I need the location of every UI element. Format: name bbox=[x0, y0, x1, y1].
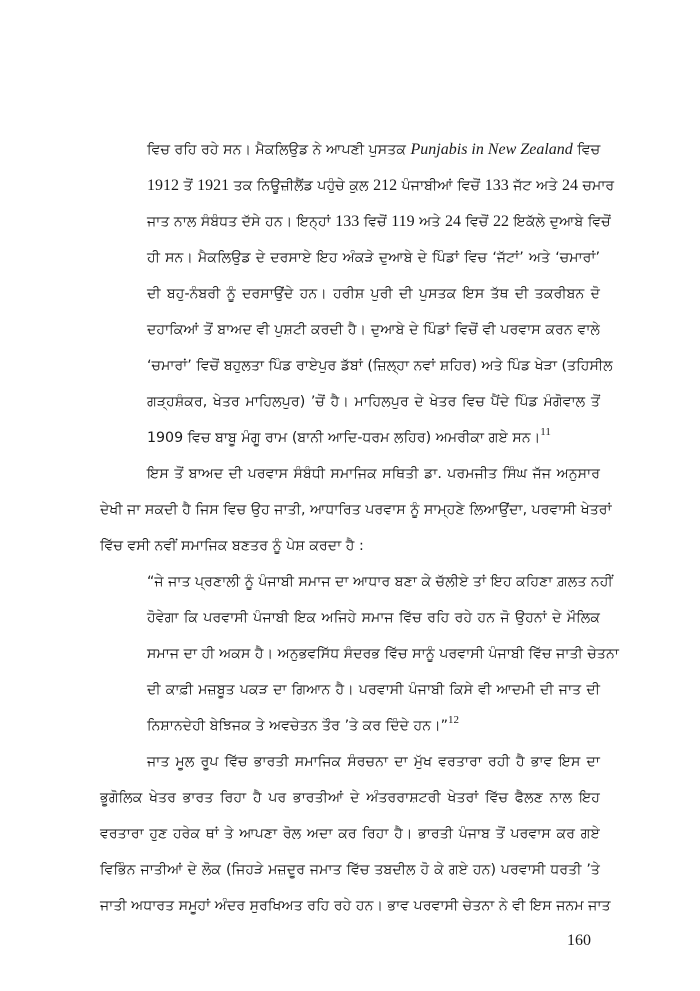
book-title: Punjabis in New Zealand bbox=[410, 141, 573, 158]
text-line: 1912 ਤੋਂ 1921 ਤਕ ਨਿਊਜ਼ੀਲੈਂਡ ਪਹੁੰਚੇ ਕੁਲ 212 ਪੰਜਾਬੀਆਂ ਵਿਚੋਂ 133 ਜੱਟ ਅਤੇ 24 ਚਮਾਰ bbox=[147, 177, 615, 194]
footnote-marker[interactable]: 11 bbox=[540, 426, 551, 438]
text-line: ਇਸ ਤੋਂ ਬਾਅਦ ਦੀ ਪਰਵਾਸ ਸੰਬੰਧੀ ਸਮਾਜਿਕ ਸਥਿਤੀ ਡਾ. ਪਰਮਜੀਤ ਸਿੰਘ ਜੱਜ ਅਨੁਸਾਰ bbox=[147, 466, 600, 482]
text-line bbox=[147, 716, 600, 736]
text-line: “ਜੇ ਜਾਤ ਪ੍ਰਣਾਲੀ ਨੂੰ ਪੰਜਾਬੀ ਸਮਾਜ ਦਾ ਆਧਾਰ ਬਣਾ ਕੇ ਚੱਲੀਏ ਤਾਂ ਇਹ ਕਹਿਣਾ ਗ਼ਲਤ ਨਹੀਂ bbox=[147, 574, 613, 590]
text-line: ਵਿਭਿੰਨ ਜਾਤੀਆਂ ਦੇ ਲੋਕ (ਜਿਹੜੇ ਮਜ਼ਦੂਰ ਜਮਾਤ ਵਿੱਚ ਤਬਦੀਲ ਹੋ ਕੇ ਗਏ ਹਨ) ਪਰਵਾਸੀ ਧਰਤੀ ’ਤੇ bbox=[100, 862, 600, 878]
text-line: ਜਾਤ ਨਾਲ ਸੰਬੰਧਤ ਦੱਸੇ ਹਨ। ਇਨ੍ਹਾਂ 133 ਵਿਚੋਂ 119 ਅਤੇ 24 ਵਿਚੋਂ 22 ਇਕੱਲੇ ਦੁਆਬੇ ਵਿਚੋਂ bbox=[147, 213, 611, 230]
text-line: ਦੀ ਕਾਫ਼ੀ ਮਜ਼ਬੂਤ ਪਕੜ ਦਾ ਗਿਆਨ ਹੈ। ਪਰਵਾਸੀ ਪੰਜਾਬੀ ਕਿਸੇ ਵੀ ਆਦਮੀ ਦੀ ਜਾਤ ਦੀ bbox=[147, 682, 600, 698]
text-line: ਦੀ ਬਹੁ-ਨੰਬਰੀ ਨੂੰ ਦਰਸਾਉਂਦੇ ਹਨ। ਹਰੀਸ਼ ਪੁਰੀ ਦੀ ਪੁਸਤਕ ਇਸ ਤੱਥ ਦੀ ਤਕਰੀਬਨ ਦੋ bbox=[147, 286, 600, 302]
text-line: ‘ਚਮਾਰਾਂ’ ਵਿਚੋਂ ਬਹੁਲਤਾ ਪਿੰਡ ਰਾਏਪੁਰ ਡੱਬਾਂ (ਜ਼ਿਲ੍ਹਾ ਨਵਾਂ ਸ਼ਹਿਰ) ਅਤੇ ਪਿੰਡ ਖੇੜਾ (ਤਹਿਸੀਲ bbox=[147, 358, 613, 374]
text-line: ਗੜ੍ਹਸ਼ੰਕਰ, ਖੇਤਰ ਮਾਹਿਲਪੁਰ) ’ਚੋਂ ਹੈ। ਮਾਹਿਲਪੁਰ ਦੇ ਖੇਤਰ ਵਿਚ ਪੈਂਦੇ ਪਿੰਡ ਮੰਗੋਵਾਲ ਤੋਂ bbox=[147, 394, 600, 410]
text-line: ਵਿੱਚ ਵਸੀ ਨਵੀਂ ਸਮਾਜਿਕ ਬਣਤਰ ਨੂੰ ਪੇਸ਼ ਕਰਦਾ ਹੈ : bbox=[100, 538, 364, 554]
text-line: ਸਮਾਜ ਦਾ ਹੀ ਅਕਸ ਹੈ। ਅਨੁਭਵਸਿੱਧ ਸੰਦਰਭ ਵਿੱਚ ਸਾਨੂੰ ਪਰਵਾਸੀ ਪੰਜਾਬੀ ਵਿੱਚ ਜਾਤੀ ਚੇਤਨਾ bbox=[147, 646, 619, 662]
text-line: ਵਰਤਾਰਾ ਹੁਣ ਹਰੇਕ ਥਾਂ ਤੇ ਆਪਣਾ ਰੋਲ ਅਦਾ ਕਰ ਰਿਹਾ ਹੈ। ਭਾਰਤੀ ਪੰਜਾਬ ਤੋਂ ਪਰਵਾਸ ਕਰ ਗਏ bbox=[100, 826, 600, 842]
text-span: 1909 ਵਿਚ ਬਾਬੂ ਮੰਗੂ ਰਾਮ (ਬਾਨੀ ਆਦਿ-ਧਰਮ ਲਹਿਰ) ਅਮਰੀਕਾ ਗਏ ਸਨ। bbox=[147, 430, 541, 446]
text-span: ਨਿਸ਼ਾਨਦੇਹੀ ਬੇਝਿਜਕ ਤੇ ਅਵਚੇਤਨ ਤੌਰ ’ਤੇ ਕਰ ਦਿੰਦੇ ਹਨ।” bbox=[147, 718, 449, 734]
footnote-marker[interactable]: 12 bbox=[448, 714, 460, 726]
text-line bbox=[147, 140, 600, 160]
text-span: ਵਿਚ bbox=[572, 142, 601, 158]
text-line: ਹੋਵੇਗਾ ਕਿ ਪਰਵਾਸੀ ਪੰਜਾਬੀ ਇਕ ਅਜਿਹੇ ਸਮਾਜ ਵਿੱਚ ਰਹਿ ਰਹੇ ਹਨ ਜੋ ਉਹਨਾਂ ਦੇ ਮੌਲਿਕ bbox=[147, 610, 600, 626]
page-number: 160 bbox=[567, 932, 591, 949]
text-line: ਜਾਤ ਮੂਲ ਰੂਪ ਵਿੱਚ ਭਾਰਤੀ ਸਮਾਜਿਕ ਸੰਰਚਨਾ ਦਾ ਮੁੱਖ ਵਰਤਾਰਾ ਰਹੀ ਹੈ ਭਾਵ ਇਸ ਦਾ bbox=[147, 754, 600, 770]
text-line: ਜਾਤੀ ਅਧਾਰਤ ਸਮੂਹਾਂ ਅੰਦਰ ਸੁਰਖਿਅਤ ਰਹਿ ਰਹੇ ਹਨ। ਭਾਵ ਪਰਵਾਸੀ ਚੇਤਨਾ ਨੇ ਵੀ ਇਸ ਜਨਮ ਜਾਤ bbox=[100, 898, 611, 914]
text-line: ਦੇਖੀ ਜਾ ਸਕਦੀ ਹੈ ਜਿਸ ਵਿਚ ਉਹ ਜਾਤੀ, ਆਧਾਰਿਤ ਪਰਵਾਸ ਨੂੰ ਸਾਮ੍ਹਣੇ ਲਿਆਉਂਦਾ, ਪਰਵਾਸੀ ਖੇਤਰਾਂ bbox=[100, 502, 612, 518]
text-line bbox=[147, 428, 600, 448]
text-span: ਵਿਚ ਰਹਿ ਰਹੇ ਸਨ। ਮੈਕਲਿਉਡ ਨੇ ਆਪਣੀ ਪੁਸਤਕ bbox=[147, 142, 411, 158]
text-line: ਭੂਗੋਲਿਕ ਖੇਤਰ ਭਾਰਤ ਰਿਹਾ ਹੈ ਪਰ ਭਾਰਤੀਆਂ ਦੇ ਅੰਤਰਰਾਸ਼ਟਰੀ ਖੇਤਰਾਂ ਵਿੱਚ ਫੈਲਣ ਨਾਲ ਇਹ bbox=[100, 790, 600, 806]
text-line: ਹੀ ਸਨ। ਮੈਕਲਿਉਡ ਦੇ ਦਰਸਾਏ ਇਹ ਅੰਕੜੇ ਦੁਆਬੇ ਦੇ ਪਿੰਡਾਂ ਵਿਚ ‘ਜੱਟਾਂ’ ਅਤੇ ‘ਚਮਾਰਾਂ’ bbox=[147, 250, 600, 266]
text-line: ਦਹਾਕਿਆਂ ਤੋਂ ਬਾਅਦ ਵੀ ਪੁਸ਼ਟੀ ਕਰਦੀ ਹੈ। ਦੁਆਬੇ ਦੇ ਪਿੰਡਾਂ ਵਿਚੋਂ ਵੀ ਪਰਵਾਸ ਕਰਨ ਵਾਲੇ bbox=[147, 322, 600, 338]
